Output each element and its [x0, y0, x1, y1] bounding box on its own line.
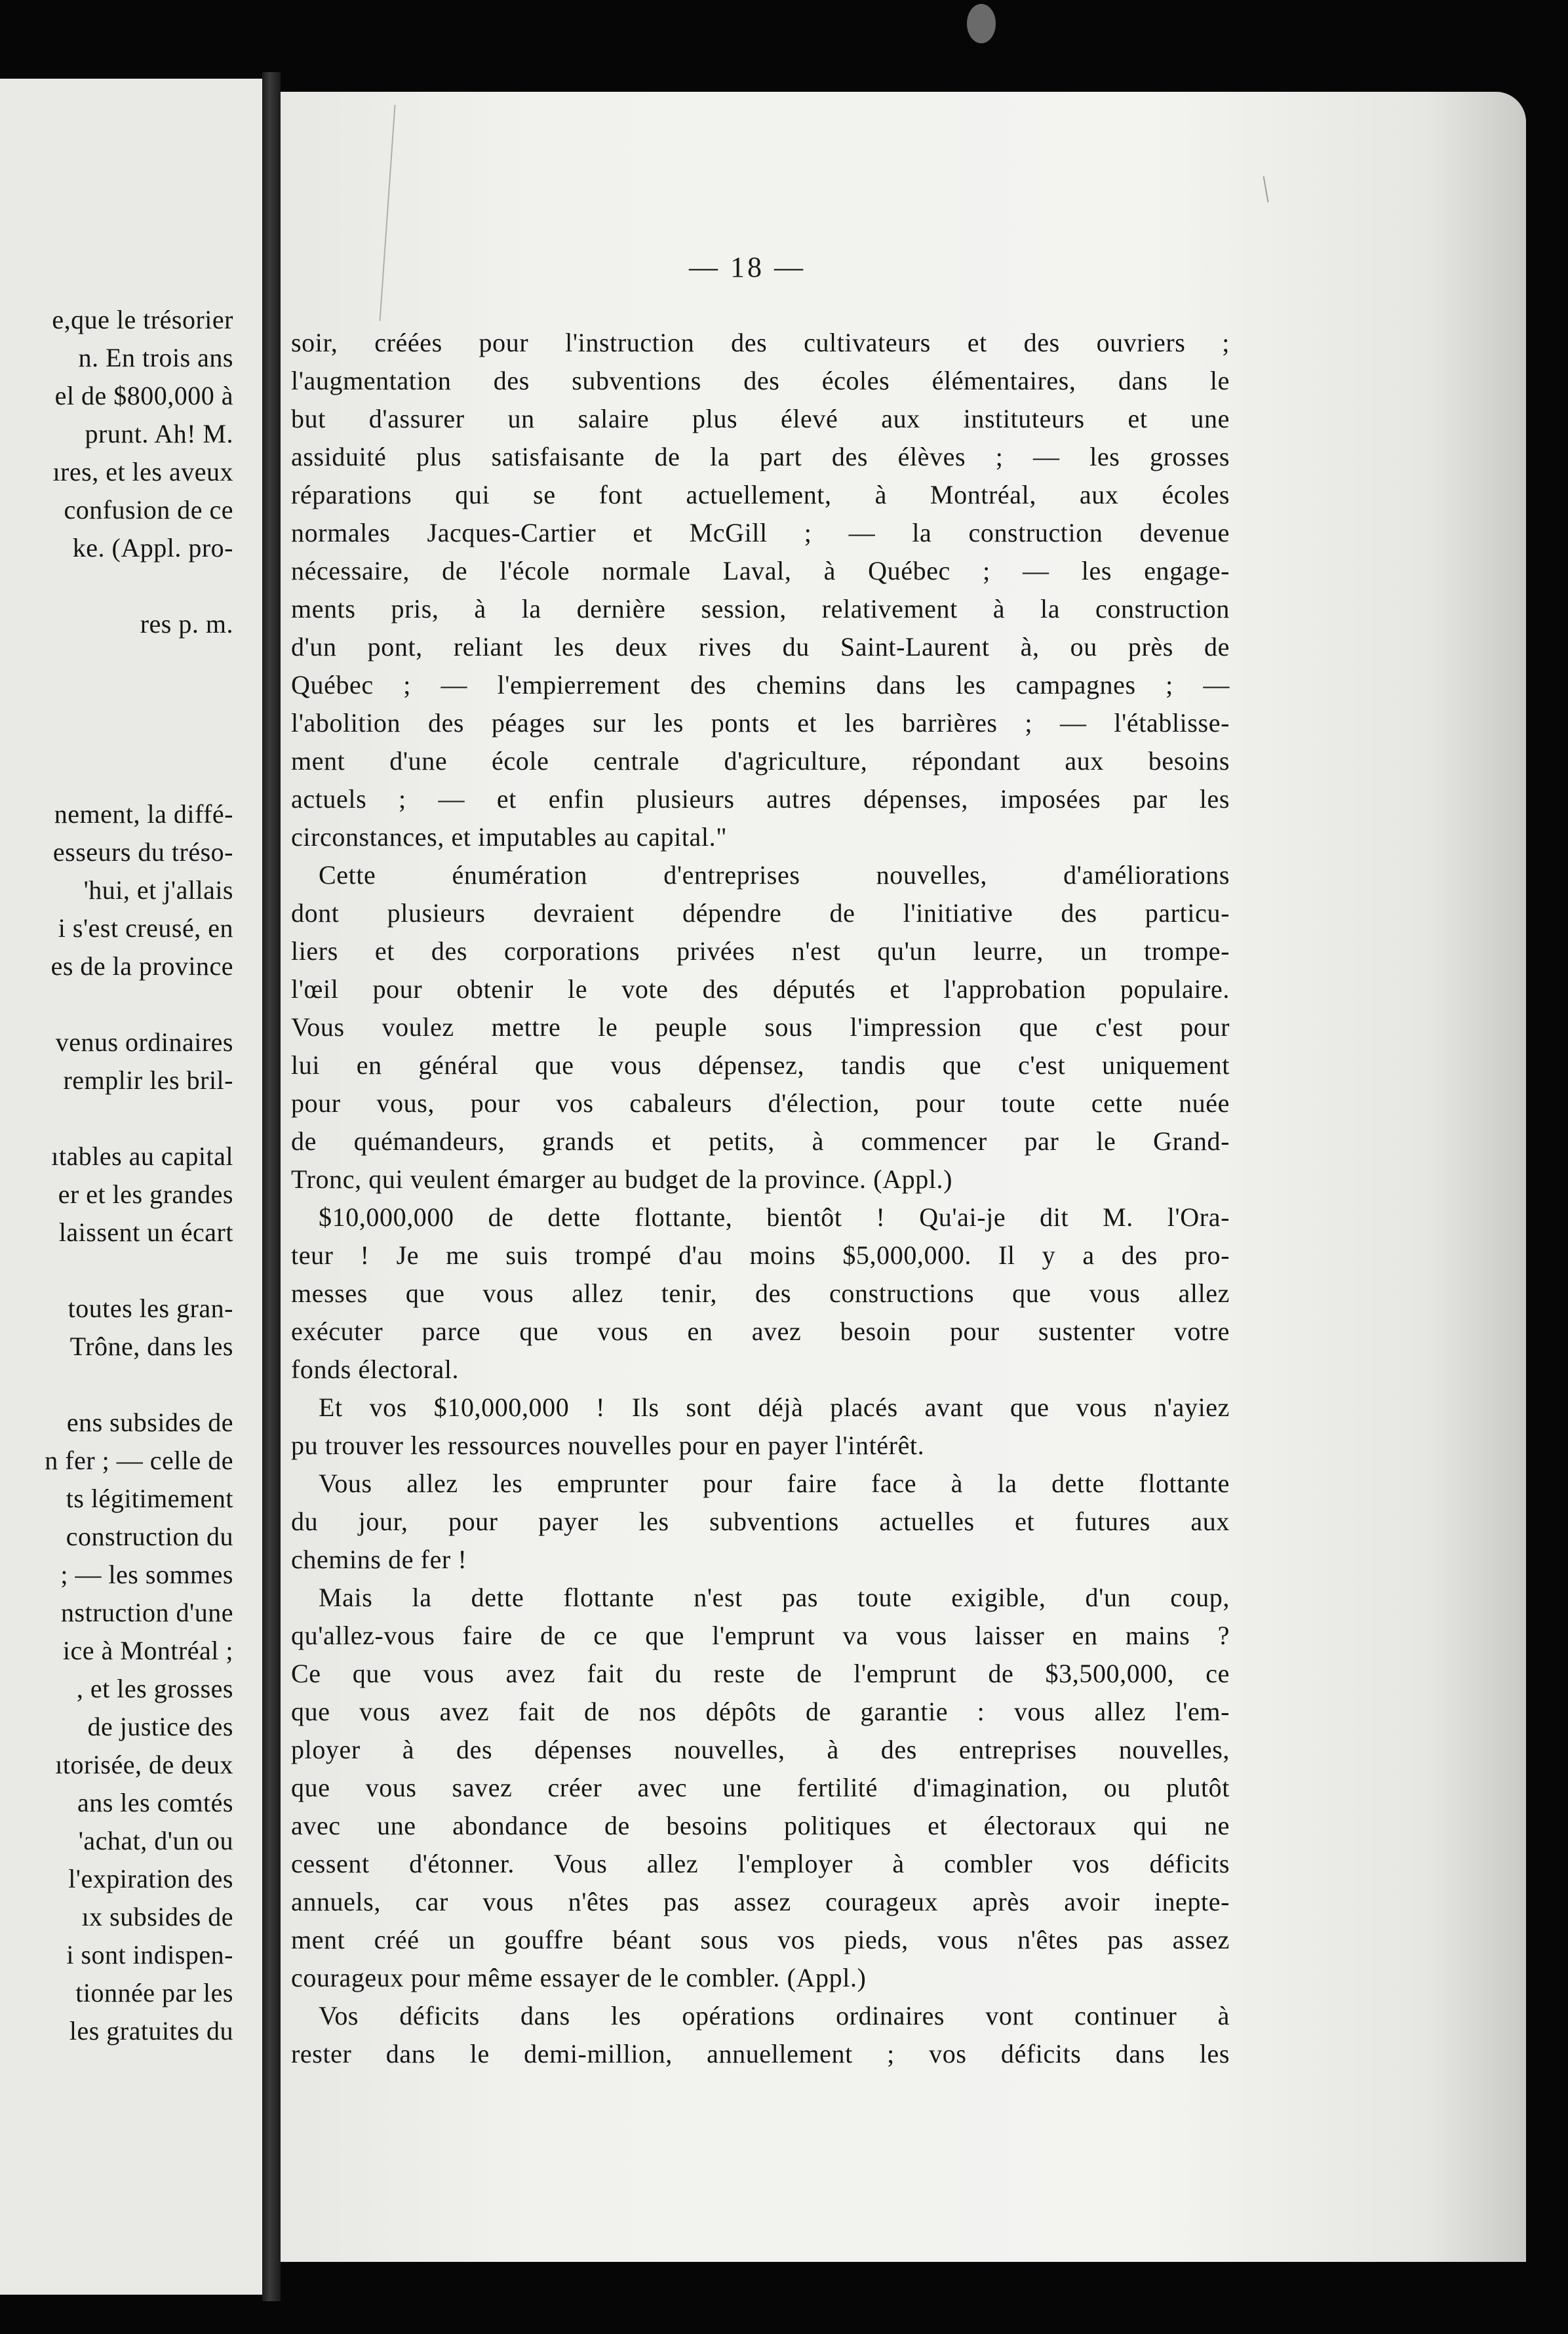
text-line: pu trouver les ressources nouvelles pour en payer l'intérêt. [291, 1431, 925, 1460]
left-page-fragment: i sont indispen- [66, 1940, 233, 1969]
left-page [0, 79, 262, 2295]
left-page-fragment: tionnée par les [75, 1978, 233, 2008]
text-line: Vous allez les emprunter pour faire face à la dette flottante [319, 1469, 1230, 1498]
text-line: d'un pont, reliant les deux rives du Saint-Laurent à, ou près de [291, 632, 1230, 662]
text-line: ployer à des dépenses nouvelles, à des entreprises nouvelles, [291, 1735, 1230, 1764]
dust-speck [967, 4, 996, 43]
left-page-fragment: ıres, et les aveux [52, 457, 233, 486]
text-line: circonstances, et imputables au capital." [291, 822, 728, 852]
text-line: liers et des corporations privées n'est qu'un leurre, un trompe- [291, 936, 1230, 966]
left-page-fragment: laissent un écart [58, 1217, 233, 1247]
left-page-fragment: 'hui, et j'allais [83, 875, 233, 905]
text-line: soir, créées pour l'instruction des cultivateurs et des ouvriers ; [291, 328, 1230, 357]
body-text [291, 324, 1230, 2073]
left-page-fragment: Trône, dans les [69, 1332, 233, 1361]
left-page-fragment: ts légitimement [66, 1484, 233, 1513]
text-line: ment créé un gouffre béant sous vos pieds, vous n'êtes pas assez [291, 1925, 1230, 1954]
text-line: Ce que vous avez fait du reste de l'emprunt de $3,500,000, ce [291, 1659, 1230, 1688]
left-page-fragment: l'expiration des [68, 1864, 233, 1893]
text-line: fonds électoral. [291, 1355, 460, 1384]
text-line: du jour, pour payer les subventions actuelles et futures aux [291, 1507, 1230, 1536]
left-page-fragment: 'achat, d'un ou [78, 1826, 233, 1855]
left-page-fragment: es de la province [50, 951, 233, 981]
text-line: réparations qui se font actuellement, à Montréal, aux écoles [291, 480, 1230, 509]
text-line: Et vos $10,000,000 ! Ils sont déjà placés avant que vous n'ayiez [319, 1393, 1230, 1422]
text-line: Vous voulez mettre le peuple sous l'impression que c'est pour [291, 1012, 1230, 1042]
text-line: pour vous, pour vos cabaleurs d'élection, pour toute cette nuée [291, 1088, 1230, 1118]
text-line: exécuter parce que vous en avez besoin pour sustenter votre [291, 1316, 1230, 1346]
text-line: que vous avez fait de nos dépôts de garantie : vous allez l'em- [291, 1697, 1230, 1726]
text-line: dont plusieurs devraient dépendre de l'initiative des particu- [291, 898, 1230, 928]
left-page-fragment: construction du [66, 1522, 233, 1551]
text-line: rester dans le demi-million, annuellement ; vos déficits dans les [291, 2039, 1230, 2068]
text-line: Québec ; — l'empierrement des chemins dans les campagnes ; — [291, 670, 1230, 700]
left-page-fragment: er et les grandes [58, 1179, 233, 1209]
text-line: l'abolition des péages sur les ponts et les barrières ; — l'établisse- [291, 708, 1230, 738]
left-page-fragment: , et les grosses [76, 1674, 233, 1703]
left-page-fragment: ıtorisée, de deux [55, 1750, 233, 1779]
text-line: annuels, car vous n'êtes pas assez courageux après avoir inepte- [291, 1887, 1230, 1916]
left-page-fragment: ans les comtés [77, 1788, 233, 1817]
text-line: de quémandeurs, grands et petits, à commencer par le Grand- [291, 1126, 1230, 1156]
text-line: ment d'une école centrale d'agriculture, répondant aux besoins [291, 746, 1230, 776]
left-page-fragment: i s'est creusé, en [58, 913, 233, 943]
text-line: l'augmentation des subventions des écoles élémentaires, dans le [291, 366, 1230, 395]
left-page-fragment: res p. m. [140, 609, 233, 639]
left-page-fragment: ice à Montréal ; [62, 1636, 233, 1665]
text-line: Mais la dette flottante n'est pas toute exigible, d'un coup, [319, 1583, 1230, 1612]
left-page-fragment: de justice des [87, 1712, 233, 1741]
text-line: $10,000,000 de dette flottante, bientôt ! Qu'ai-je dit M. l'Ora- [319, 1202, 1230, 1232]
left-page-fragment: ke. (Appl. pro- [72, 533, 233, 563]
left-page-fragment: e,que le trésorier [52, 305, 233, 334]
text-line: ments pris, à la dernière session, relativement à la construction [291, 594, 1230, 623]
page-number: — 18 — [689, 251, 806, 283]
text-line: avec une abondance de besoins politiques et électoraux qui ne [291, 1811, 1230, 1840]
text-line: l'œil pour obtenir le vote des députés et l'approbation populaire. [291, 974, 1230, 1004]
left-page-fragment: ıtables au capital [51, 1141, 233, 1171]
left-page-fragment: n fer ; — celle de [45, 1446, 233, 1475]
text-line: nécessaire, de l'école normale Laval, à Québec ; — les engage- [291, 556, 1230, 585]
text-line: chemins de fer ! [291, 1545, 467, 1574]
left-page-fragment: toutes les gran- [68, 1294, 233, 1323]
left-page-fragment: les gratuites du [69, 2016, 233, 2046]
left-page-fragment: ens subsides de [66, 1408, 233, 1437]
left-page-fragment: n. En trois ans [78, 343, 233, 372]
text-line: que vous savez créer avec une fertilité d'imagination, ou plutôt [291, 1773, 1230, 1802]
text-line: lui en général que vous dépensez, tandis que c'est uniquement [291, 1050, 1230, 1080]
text-line: Vos déficits dans les opérations ordinaires vont continuer à [319, 2001, 1230, 2030]
text-line: actuels ; — et enfin plusieurs autres dépenses, imposées par les [291, 784, 1230, 814]
left-page-fragment: nement, la diffé- [54, 799, 233, 829]
left-page-fragment: venus ordinaires [55, 1027, 233, 1057]
text-line: qu'allez-vous faire de ce que l'emprunt va vous laisser en mains ? [291, 1621, 1230, 1650]
text-line: courageux pour même essayer de le combler. (Appl.) [291, 1963, 867, 1992]
text-line: cessent d'étonner. Vous allez l'employer à combler vos déficits [291, 1849, 1230, 1878]
left-page-fragment: esseurs du tréso- [52, 837, 233, 867]
left-page-fragment: el de $800,000 à [54, 381, 233, 410]
text-line: but d'assurer un salaire plus élevé aux instituteurs et une [291, 404, 1230, 433]
left-page-fragment: ıx subsides de [81, 1902, 233, 1931]
text-line: normales Jacques-Cartier et McGill ; — la construction devenue [291, 518, 1230, 547]
book-gutter [262, 72, 281, 2301]
left-page-fragment: nstruction d'une [61, 1598, 233, 1627]
text-line: assiduité plus satisfaisante de la part des élèves ; — les grosses [291, 442, 1230, 471]
left-page-fragment: remplir les bril- [63, 1065, 233, 1095]
text-line: teur ! Je me suis trompé d'au moins $5,000,000. Il y a des pro- [291, 1240, 1230, 1270]
text-line: Tronc, qui veulent émarger au budget de la province. (Appl.) [291, 1164, 953, 1194]
text-line: Cette énumération d'entreprises nouvelles, d'améliorations [319, 860, 1230, 890]
left-page-fragment: ; — les sommes [60, 1560, 233, 1589]
left-page-fragment: confusion de ce [64, 495, 233, 524]
left-page-fragment: prunt. Ah! M. [85, 419, 233, 448]
text-line: messes que vous allez tenir, des constructions que vous allez [291, 1278, 1230, 1308]
